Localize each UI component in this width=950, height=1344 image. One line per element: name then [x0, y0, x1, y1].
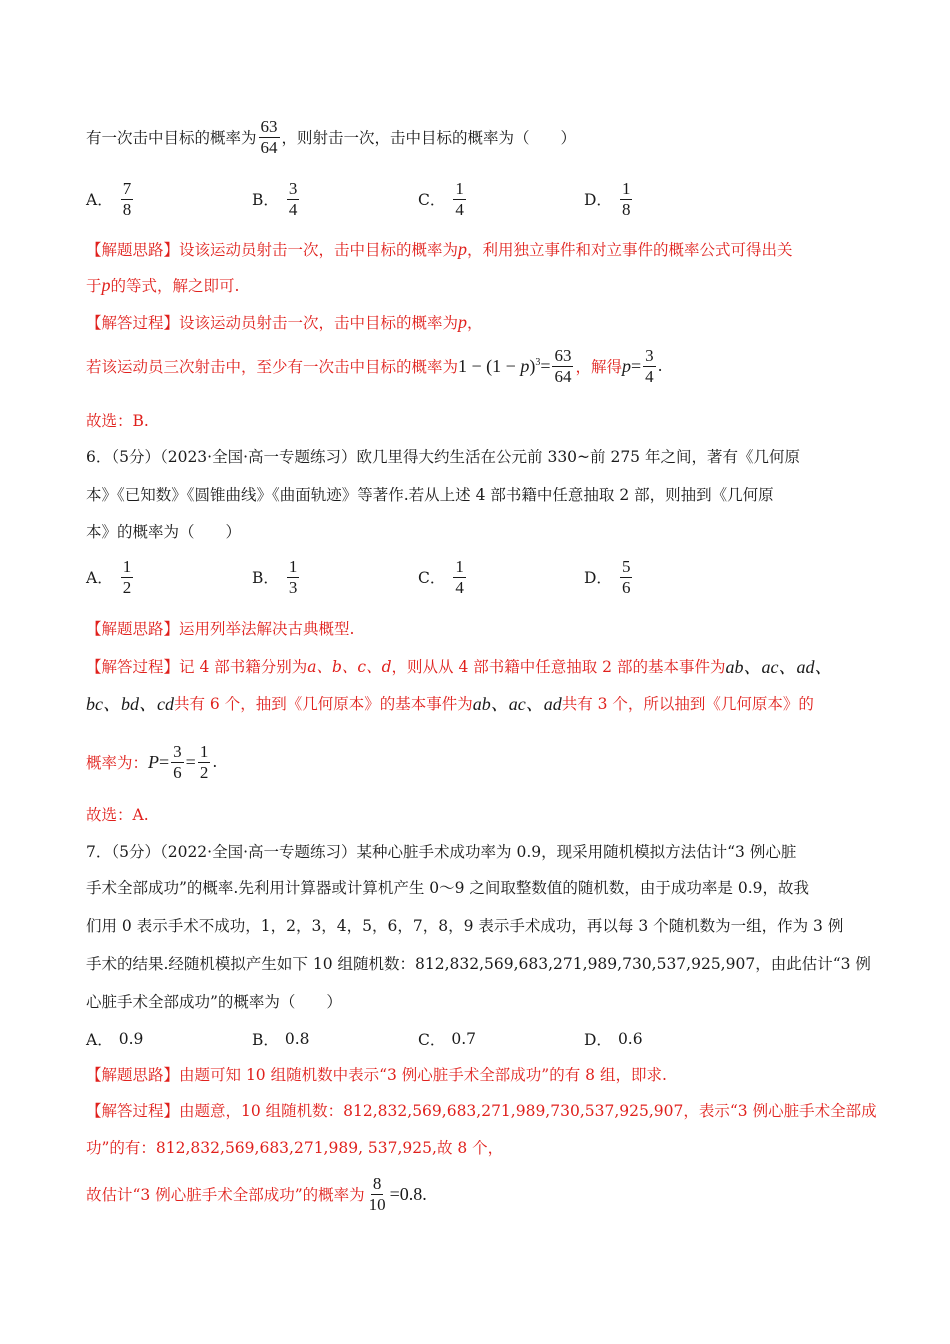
q5-option-c: C． $\frac{1}{4}$: [418, 179, 464, 219]
q7-stem-line-3: 们用 0 表示手术不成功，1，2，3，4，5，6，7，8，9 表示手术成功，再以每 3 个随机数为一组，作为 3 例: [86, 917, 844, 935]
q5-option-a: A． $\frac{7}{8}$: [86, 179, 132, 219]
q6-stem-line-1: 6．（5分）（2023·全国·高一专题练习）欧几里得大约生活在公元前 330~前 275 年之间，著有《几何原: [86, 448, 800, 466]
q5-answer: 故选：B.: [86, 412, 149, 430]
q6-solution-process-cont: bc、bd、cd 共有 6 个，抽到《几何原本》的基本事件为 ab、ac、ad 共有 3 个，所以抽到《几何原本》的: [86, 694, 814, 714]
q5-option-d: D． $\frac{1}{8}$: [584, 179, 631, 219]
q7-option-b: B． 0.8: [252, 1030, 310, 1049]
q7-stem-line-1: 7．（5分）（2022·全国·高一专题练习）某种心脏手术成功率为 0.9，现采用随机模拟方法估计“3 例心脏: [86, 843, 797, 861]
q7-solution-process-result: 故估计“3 例心脏手术全部成功”的概率为 $\frac{8}{10}$ =0.8.: [86, 1174, 427, 1214]
q6-option-a: A． $\frac{1}{2}$: [86, 557, 132, 597]
q5-option-b: B． $\frac{3}{4}$: [252, 179, 298, 219]
q7-option-c: C． 0.7: [418, 1030, 477, 1049]
q6-option-b: B． $\frac{1}{3}$: [252, 557, 298, 597]
q5-solution-idea: 【解题思路】 设该运动员射击一次，击中目标的概率为 p ，利用独立事件和对立事件的概率公式可得出关: [86, 238, 793, 259]
q5-stem-text: 有一次击中目标的概率为: [86, 129, 257, 148]
q5-solution-process: 【解答过程】 设该运动员射击一次，击中目标的概率为 p ，: [86, 311, 483, 332]
q6-option-d: D． $\frac{5}{6}$: [584, 557, 631, 597]
q6-stem-line-3: 本》的概率为（ ）: [86, 523, 242, 541]
q7-option-a: A． 0.9: [86, 1030, 144, 1049]
q5-solution-process-formula: 若该运动员三次射击中，至少有一次击中目标的概率为 $1 - (1 - p)^3=$ $\frac{63}{64}$ ，解得 p= $\frac{3}{4}$ .: [86, 346, 663, 386]
q6-stem-line-2: 本》《已知数》《圆锥曲线》《曲面轨迹》等著作.若从上述 4 部书籍中任意抽取 2 部，则抽到《几何原: [86, 486, 774, 504]
q7-stem-line-5: 心脏手术全部成功”的概率为（ ）: [86, 993, 342, 1011]
q7-solution-idea: 【解题思路】 由题可知 10 组随机数中表示“3 例心脏手术全部成功”的有 8 组，即求.: [86, 1066, 667, 1084]
q7-stem-line-2: 手术全部成功”的概率.先利用计算器或计算机产生 0～9 之间取整数值的随机数，由于成功率是 0.9，故我: [86, 879, 810, 897]
q7-stem-line-4: 手术的结果.经随机模拟产生如下 10 组随机数：812,832,569,683,271,989,730,537,925,907，由此估计“3 例: [86, 955, 871, 973]
q6-answer: 故选：A.: [86, 806, 149, 824]
q6-solution-process: 【解答过程】 记 4 部书籍分别为 a、b、c、d ，则从从 4 部书籍中任意抽取 2 部的基本事件为 ab、ac、ad、: [86, 657, 833, 677]
q5-stem-fraction: $\frac{63}{64}$: [260, 117, 278, 157]
q7-option-d: D． 0.6: [584, 1030, 643, 1049]
q5-stem-text-end: ，则射击一次，击中目标的概率为（ ）: [281, 129, 577, 148]
q5-solution-idea-cont: 于 p 的等式，解之即可.: [86, 274, 240, 295]
q6-solution-idea: 【解题思路】 运用列举法解决古典概型.: [86, 620, 355, 638]
q6-solution-process-result: 概率为： P = $\frac{3}{6}$ = $\frac{1}{2}$ .: [86, 742, 218, 782]
q5-stem: [86, 118, 870, 157]
q6-option-c: C． $\frac{1}{4}$: [418, 557, 464, 597]
q7-solution-process: 【解答过程】 由题意，10 组随机数：812,832,569,683,271,989,730,537,925,907，表示“3 例心脏手术全部成: [86, 1102, 877, 1120]
q7-solution-process-cont: 功”的有：812,832,569,683,271,989, 537,925,故 8 个，: [86, 1139, 504, 1157]
